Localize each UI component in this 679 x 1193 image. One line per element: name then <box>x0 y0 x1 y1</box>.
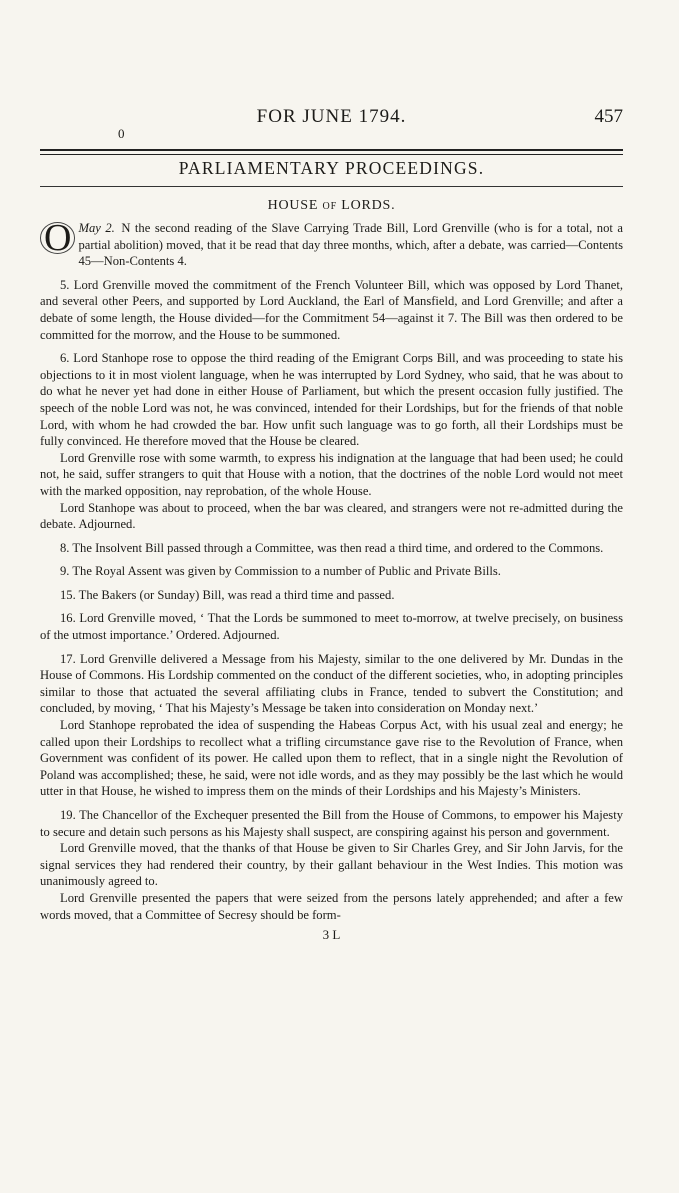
section-rule <box>40 186 623 187</box>
paragraph: 6. Lord Stanhope rose to oppose the third reading of the Emigrant Corps Bill, and was proceeding to state his objections to it in most violent language, when he was interrupted by Lord Sydney, who said, that he was about to do what he never yet had done in either House of Parliament, but which the present occasion fully justified. The speech of the noble Lord was not, he was convinced, intended for their Lordships, but for the friends of that noble Lord, with whom he had crowded the bar. How unfit such language was to go forth, all their Lordships must be fully convinced. He therefore moved that the House be cleared. <box>40 351 623 449</box>
drop-cap: O <box>40 222 75 254</box>
house-title <box>40 198 623 214</box>
paragraph: Lord Stanhope was about to proceed, when the bar was cleared, and strangers were not re-admitted during the debate. Adjourned. <box>40 500 623 532</box>
header-double-rule <box>40 149 623 155</box>
section-title: PARLIAMENTARY PROCEEDINGS. <box>178 158 485 178</box>
running-title: FOR JUNE 1794. <box>256 106 407 127</box>
paragraph: 15. The Bakers (or Sunday) Bill, was read a third time and passed. <box>60 587 395 602</box>
first-paragraph-text: N the second reading of the Slave Carrying Trade Bill, Lord Grenville (who is for a total, not a partial abolition) moved, that it be read that day three months, which, after a debate, was carried—Contents 45—Non-Contents 4. <box>78 221 623 269</box>
paragraph: 16. Lord Grenville moved, ‘ That the Lords be summoned to meet to-morrow, at twelve precisely, on business of the utmost importance.’ Ordered. Adjourned. <box>40 611 623 643</box>
paragraph: 8. The Insolvent Bill passed through a Committee, was then read a third time, and ordered to the Commons. <box>60 540 604 555</box>
paragraph: Lord Grenville moved, that the thanks of that House be given to Sir Charles Grey, and Sir John Jarvis, for the signal services they had rendered their country, by their gallant behaviour in the West Indies. This motion was unanimously agreed to. <box>40 841 623 889</box>
paragraph: 9. The Royal Assent was given by Commission to a number of Public and Private Bills. <box>60 564 501 579</box>
ornament-mark: 0 <box>118 126 125 141</box>
house-title-before: HOUSE <box>267 198 323 213</box>
margin-date: May 2. <box>78 221 115 235</box>
paragraph: 17. Lord Grenville delivered a Message from his Majesty, similar to the one delivered by Mr. Dundas in the House of Commons. His Lordship commented on the conduct of the different societies, who, in adopting principles similar to those that actuated the several affiliating clubs in France, tended to subvert the Constitution; and concluded, by moving, ‘ That his Majesty’s Message be taken into consideration on Monday next.’ <box>40 651 623 716</box>
house-title-of: OF <box>322 201 337 212</box>
running-head <box>40 106 623 130</box>
house-title-after: LORDS. <box>336 198 396 213</box>
paragraph: 5. Lord Grenville moved the commitment of the French Volunteer Bill, which was opposed by Lord Thanet, and several other Peers, and supported by Lord Auckland, the Earl of Mansfield, and Lord Grenville; and after a debate of some length, the House divided—for the Commitment 54—against it 7. The Bill was then ordered to be committed for the morrow, and the House to be summoned. <box>40 277 623 342</box>
paragraph: Lord Stanhope reprobated the idea of suspending the Habeas Corpus Act, with his usual zeal and energy; he called upon their Lordships to recollect what a trifling circumstance gave rise to the Revolution of France, when Government was confident of its power. He called upon them to reflect, that in a single night the Revolution of Poland was accomplished; these, he said, were not idle words, and as they may possibly be the last which he would utter in that House, he wished to impress them on the minds of their Lordships and his Majesty’s Ministers. <box>40 718 623 799</box>
paragraph: Lord Grenville presented the papers that were seized from the persons lately apprehended; and after a few words moved, that a Committee of Secresy should be form- <box>40 890 623 922</box>
paragraph: Lord Grenville rose with some warmth, to express his indignation at the language that had been used; he could not, he said, suffer strangers to quit that House with a notion, that the doctrines of the noble Lord would not meet with the marked opposition, nay reprobation, of the whole House. <box>40 450 623 498</box>
paragraph: 19. The Chancellor of the Exchequer presented the Bill from the House of Commons, to empower his Majesty to secure and detain such persons as his Majesty shall suspect, are conspiring against his person and government. <box>40 808 623 839</box>
first-paragraph <box>40 217 623 270</box>
article-body <box>40 217 623 923</box>
signature-mark: 3 L <box>322 927 341 942</box>
page-number: 457 <box>594 106 623 127</box>
